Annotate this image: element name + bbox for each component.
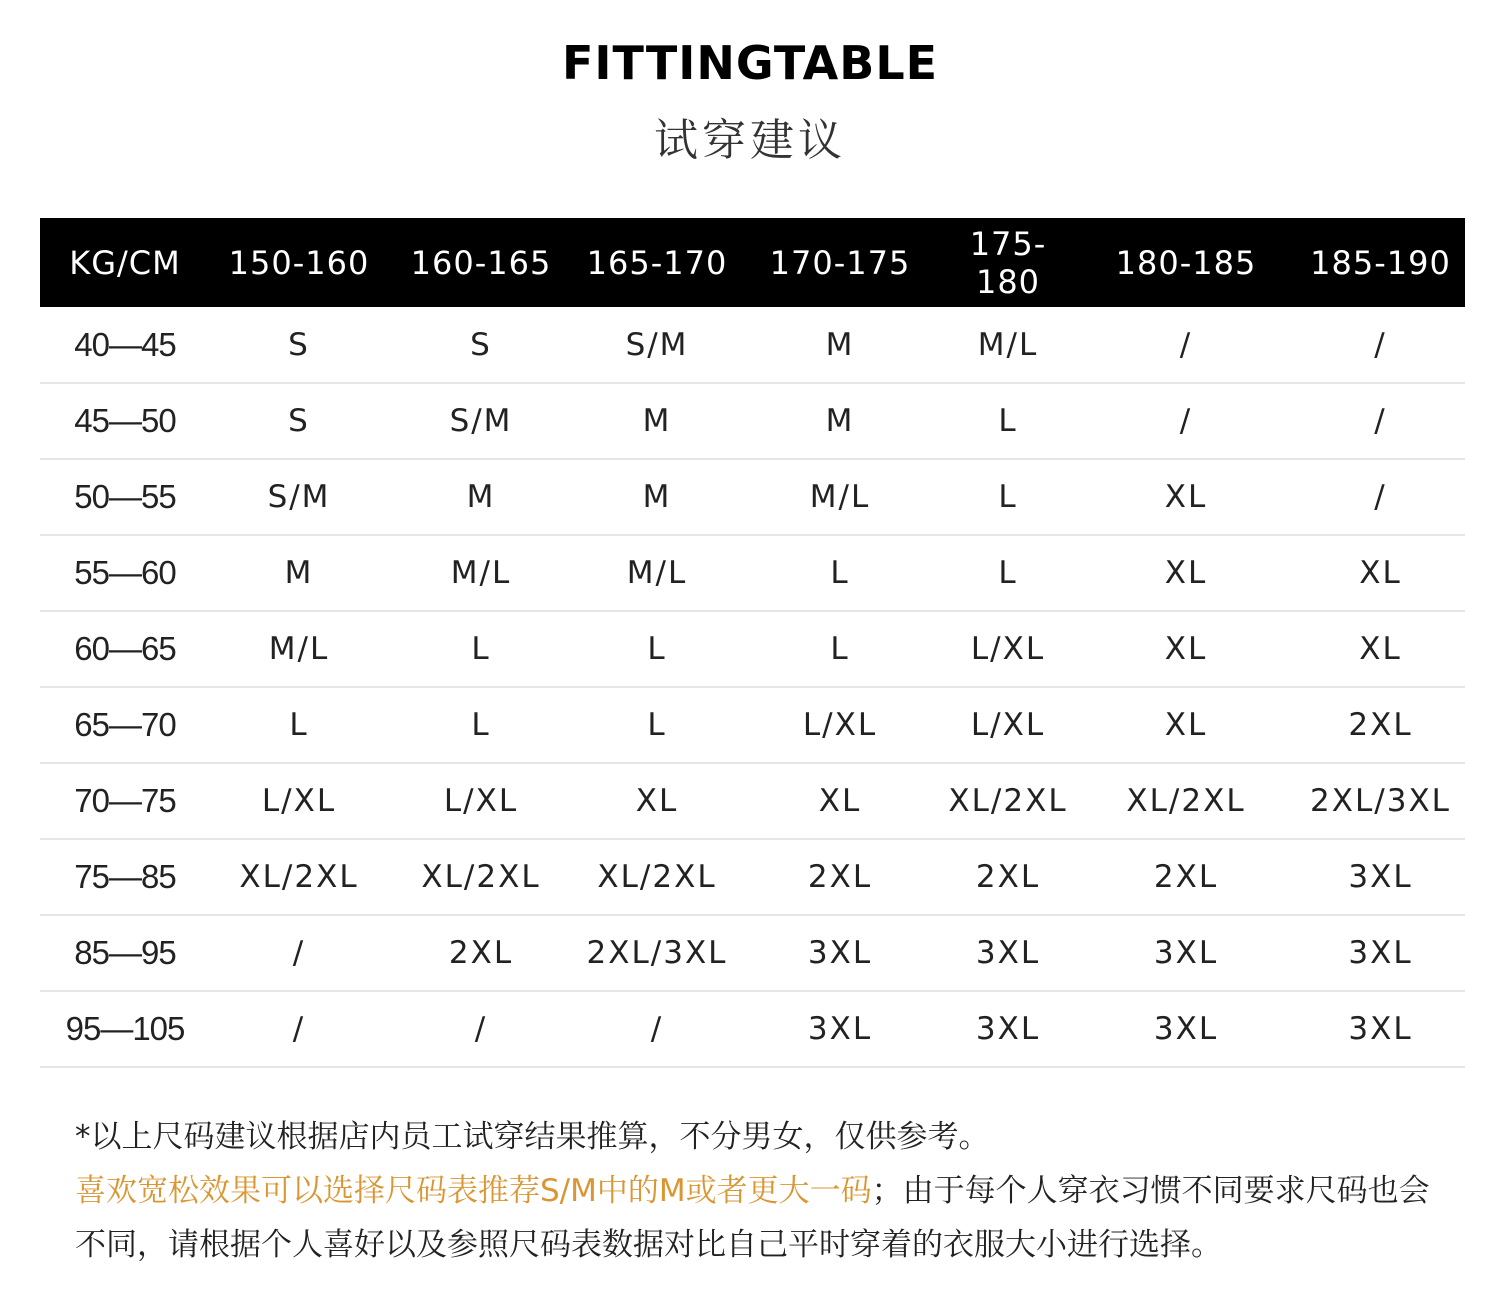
size-cell: 3XL xyxy=(940,991,1076,1067)
weight-range-cell: 85—95 xyxy=(40,915,210,991)
table-row xyxy=(40,763,1465,839)
column-header-height: 180-185 xyxy=(1115,243,1257,282)
size-cell: M xyxy=(388,459,574,535)
table-row xyxy=(40,383,1465,459)
size-cell: M/L xyxy=(574,535,740,611)
size-cell: XL/2XL xyxy=(574,839,740,915)
weight-range-cell: 65—70 xyxy=(40,687,210,763)
size-cell: L/XL xyxy=(210,763,388,839)
size-cell: L xyxy=(574,611,740,687)
size-cell: M/L xyxy=(388,535,574,611)
size-cell: S xyxy=(210,307,388,383)
weight-range-cell: 50—55 xyxy=(40,459,210,535)
size-cell: M xyxy=(574,383,740,459)
size-cell: / xyxy=(1296,307,1465,383)
size-cell: XL xyxy=(1076,535,1296,611)
size-cell: / xyxy=(210,991,388,1067)
table-row xyxy=(40,687,1465,763)
size-cell: / xyxy=(1296,459,1465,535)
size-cell: XL xyxy=(1296,535,1465,611)
size-cell: 3XL xyxy=(740,991,940,1067)
weight-range-cell: 95—105 xyxy=(40,991,210,1067)
size-cell: M/L xyxy=(940,307,1076,383)
size-cell: M/L xyxy=(210,611,388,687)
size-cell: 3XL xyxy=(1076,991,1296,1067)
size-cell: S xyxy=(210,383,388,459)
table-row xyxy=(40,535,1465,611)
size-cell: XL xyxy=(574,763,740,839)
size-cell: M xyxy=(740,383,940,459)
size-cell: XL xyxy=(740,763,940,839)
size-cell: 3XL xyxy=(1296,915,1465,991)
size-cell: XL/2XL xyxy=(210,839,388,915)
size-cell: 2XL/3XL xyxy=(574,915,740,991)
size-cell: 3XL xyxy=(1296,991,1465,1067)
size-cell: 2XL/3XL xyxy=(1296,763,1465,839)
weight-range-cell: 45—50 xyxy=(40,383,210,459)
note-rest: ；由于每个人穿衣习惯不同要求尺码也会不同，请根据个人喜好以及参照尺码表数据对比自己平时穿着的衣服大小进行选择。 xyxy=(75,1173,1430,1263)
size-cell: L xyxy=(740,611,940,687)
size-cell: L/XL xyxy=(940,611,1076,687)
size-cell: 2XL xyxy=(1076,839,1296,915)
size-cell: L xyxy=(940,383,1076,459)
size-cell: S/M xyxy=(574,307,740,383)
table-row xyxy=(40,307,1465,383)
size-cell: 3XL xyxy=(940,915,1076,991)
table-body xyxy=(40,307,1465,1067)
table-row xyxy=(40,915,1465,991)
table-row xyxy=(40,459,1465,535)
size-note xyxy=(75,1110,1445,1272)
size-cell: L/XL xyxy=(940,687,1076,763)
size-cell: 2XL xyxy=(388,915,574,991)
column-header-height: 160-165 xyxy=(410,243,552,282)
size-cell: M xyxy=(740,307,940,383)
size-cell: / xyxy=(574,991,740,1067)
weight-range-cell: 60—65 xyxy=(40,611,210,687)
size-cell: S xyxy=(388,307,574,383)
table-row xyxy=(40,611,1465,687)
weight-range-cell: 70—75 xyxy=(40,763,210,839)
size-cell: L/XL xyxy=(388,763,574,839)
column-header-unit: KG/CM xyxy=(69,243,181,282)
size-cell: 2XL xyxy=(740,839,940,915)
size-cell: 2XL xyxy=(1296,687,1465,763)
table-row xyxy=(40,839,1465,915)
column-header-height: 170-175 xyxy=(769,243,911,282)
size-cell: / xyxy=(388,991,574,1067)
weight-range-cell: 55—60 xyxy=(40,535,210,611)
size-cell: XL xyxy=(1076,611,1296,687)
size-cell: XL xyxy=(1076,459,1296,535)
table-row xyxy=(40,991,1465,1067)
size-cell: XL/2XL xyxy=(940,763,1076,839)
size-cell: M xyxy=(574,459,740,535)
header-row xyxy=(40,218,1465,307)
note-disclaimer: *以上尺码建议根据店内员工试穿结果推算，不分男女，仅供参考。 xyxy=(75,1119,990,1155)
size-cell: L xyxy=(210,687,388,763)
size-cell: 3XL xyxy=(1076,915,1296,991)
size-cell: L xyxy=(740,535,940,611)
size-cell: / xyxy=(210,915,388,991)
size-cell: L xyxy=(940,535,1076,611)
column-header-height: 150-160 xyxy=(228,243,370,282)
size-cell: S/M xyxy=(210,459,388,535)
weight-range-cell: 75—85 xyxy=(40,839,210,915)
table-header xyxy=(40,218,1465,307)
size-cell: XL/2XL xyxy=(388,839,574,915)
size-cell: / xyxy=(1076,307,1296,383)
column-header-height: 165-170 xyxy=(586,243,728,282)
weight-range-cell: 40—45 xyxy=(40,307,210,383)
size-cell: M/L xyxy=(740,459,940,535)
column-header-height: 185-190 xyxy=(1310,243,1451,282)
size-cell: L xyxy=(388,687,574,763)
size-cell: S/M xyxy=(388,383,574,459)
size-cell: L xyxy=(940,459,1076,535)
size-cell: XL/2XL xyxy=(1076,763,1296,839)
page-subtitle: 试穿建议 xyxy=(654,115,846,166)
size-cell: 2XL xyxy=(940,839,1076,915)
size-cell: XL xyxy=(1296,611,1465,687)
size-chart-table xyxy=(40,218,1465,1068)
note-highlight: 喜欢宽松效果可以选择尺码表推荐S/M中的M或者更大一码 xyxy=(75,1173,872,1209)
page-title: FITTINGTABLE xyxy=(561,36,939,90)
column-header-height: 175-180 xyxy=(969,224,1047,301)
size-cell: / xyxy=(1296,383,1465,459)
size-cell: M xyxy=(210,535,388,611)
size-cell: XL xyxy=(1076,687,1296,763)
size-cell: 3XL xyxy=(740,915,940,991)
size-cell: / xyxy=(1076,383,1296,459)
size-cell: L/XL xyxy=(740,687,940,763)
size-cell: L xyxy=(388,611,574,687)
size-cell: 3XL xyxy=(1296,839,1465,915)
size-cell: L xyxy=(574,687,740,763)
